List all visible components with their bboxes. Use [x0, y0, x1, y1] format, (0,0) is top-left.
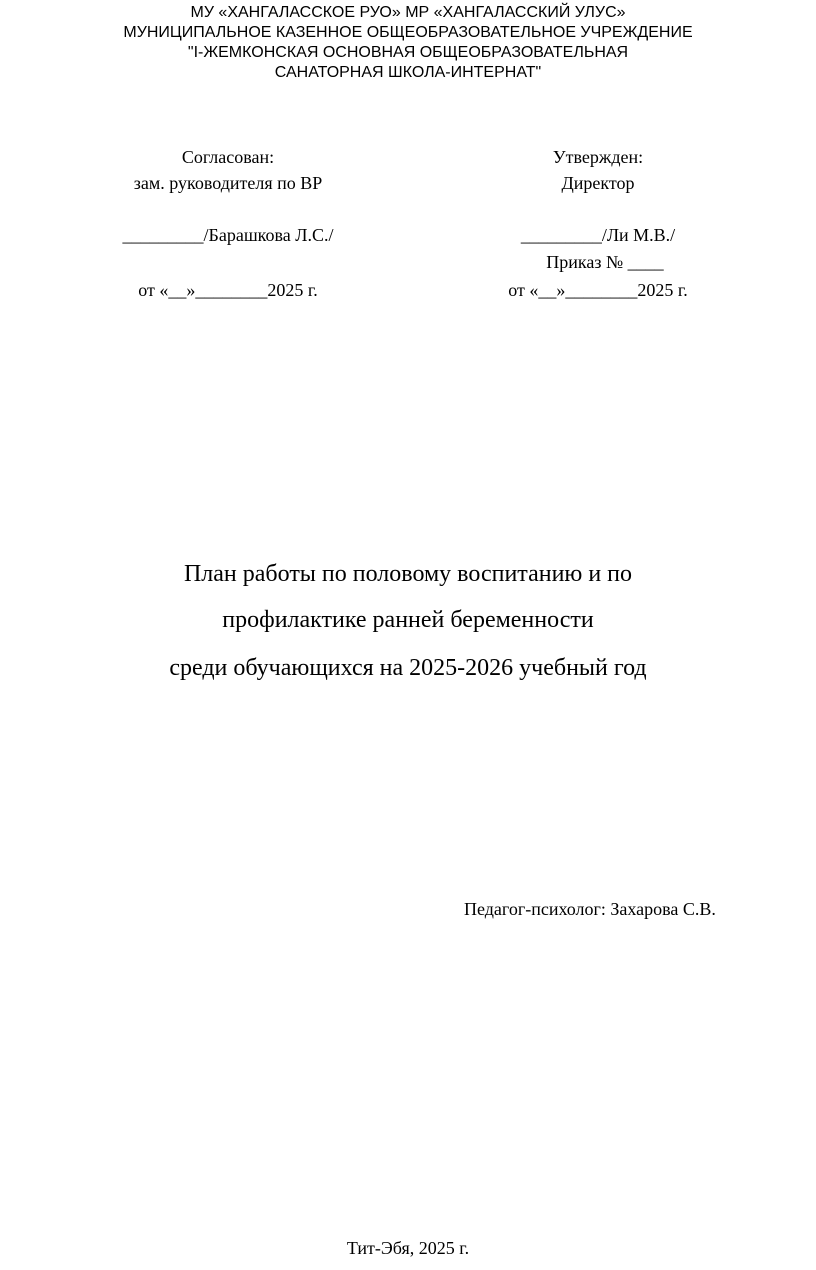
approved-position: Директор [561, 173, 635, 193]
approved-date: от «__»________2025 г. [508, 280, 688, 300]
agreed-date: от «__»________2025 г. [138, 280, 318, 300]
author-line: Педагог-психолог: Захарова С.В. [464, 899, 716, 919]
approved-signature: _________/Ли М.В./ [520, 225, 676, 245]
agreed-signature: _________/Барашкова Л.С./ [122, 225, 334, 245]
header-line-1: МУ «ХАНГАЛАССКОЕ РУО» МР «ХАНГАЛАССКИЙ УЛУС» [190, 4, 626, 21]
header-line-4: САНАТОРНАЯ ШКОЛА-ИНТЕРНАТ" [274, 64, 542, 81]
agreed-heading: Согласован: [181, 147, 275, 167]
place-and-year: Тит-Эбя, 2025 г. [346, 1238, 470, 1258]
approved-heading: Утвержден: [552, 147, 644, 167]
approved-order: Приказ № ____ [546, 252, 664, 272]
document-title-line-3: среди обучающихся на 2025-2026 учебный год [169, 655, 647, 681]
header-line-3: "I-ЖЕМКОНСКАЯ ОСНОВНАЯ ОБЩЕОБРАЗОВАТЕЛЬНАЯ [187, 44, 629, 61]
document-title-line-1: План работы по половому воспитанию и по [183, 561, 633, 587]
institution-header [0, 3, 816, 83]
agreed-position: зам. руководителя по ВР [133, 173, 323, 193]
header-line-2: МУНИЦИПАЛЬНОЕ КАЗЕННОЕ ОБЩЕОБРАЗОВАТЕЛЬНОЕ УЧРЕЖДЕНИЕ [123, 24, 693, 41]
document-title-line-2: профилактике ранней беременности [222, 607, 594, 633]
